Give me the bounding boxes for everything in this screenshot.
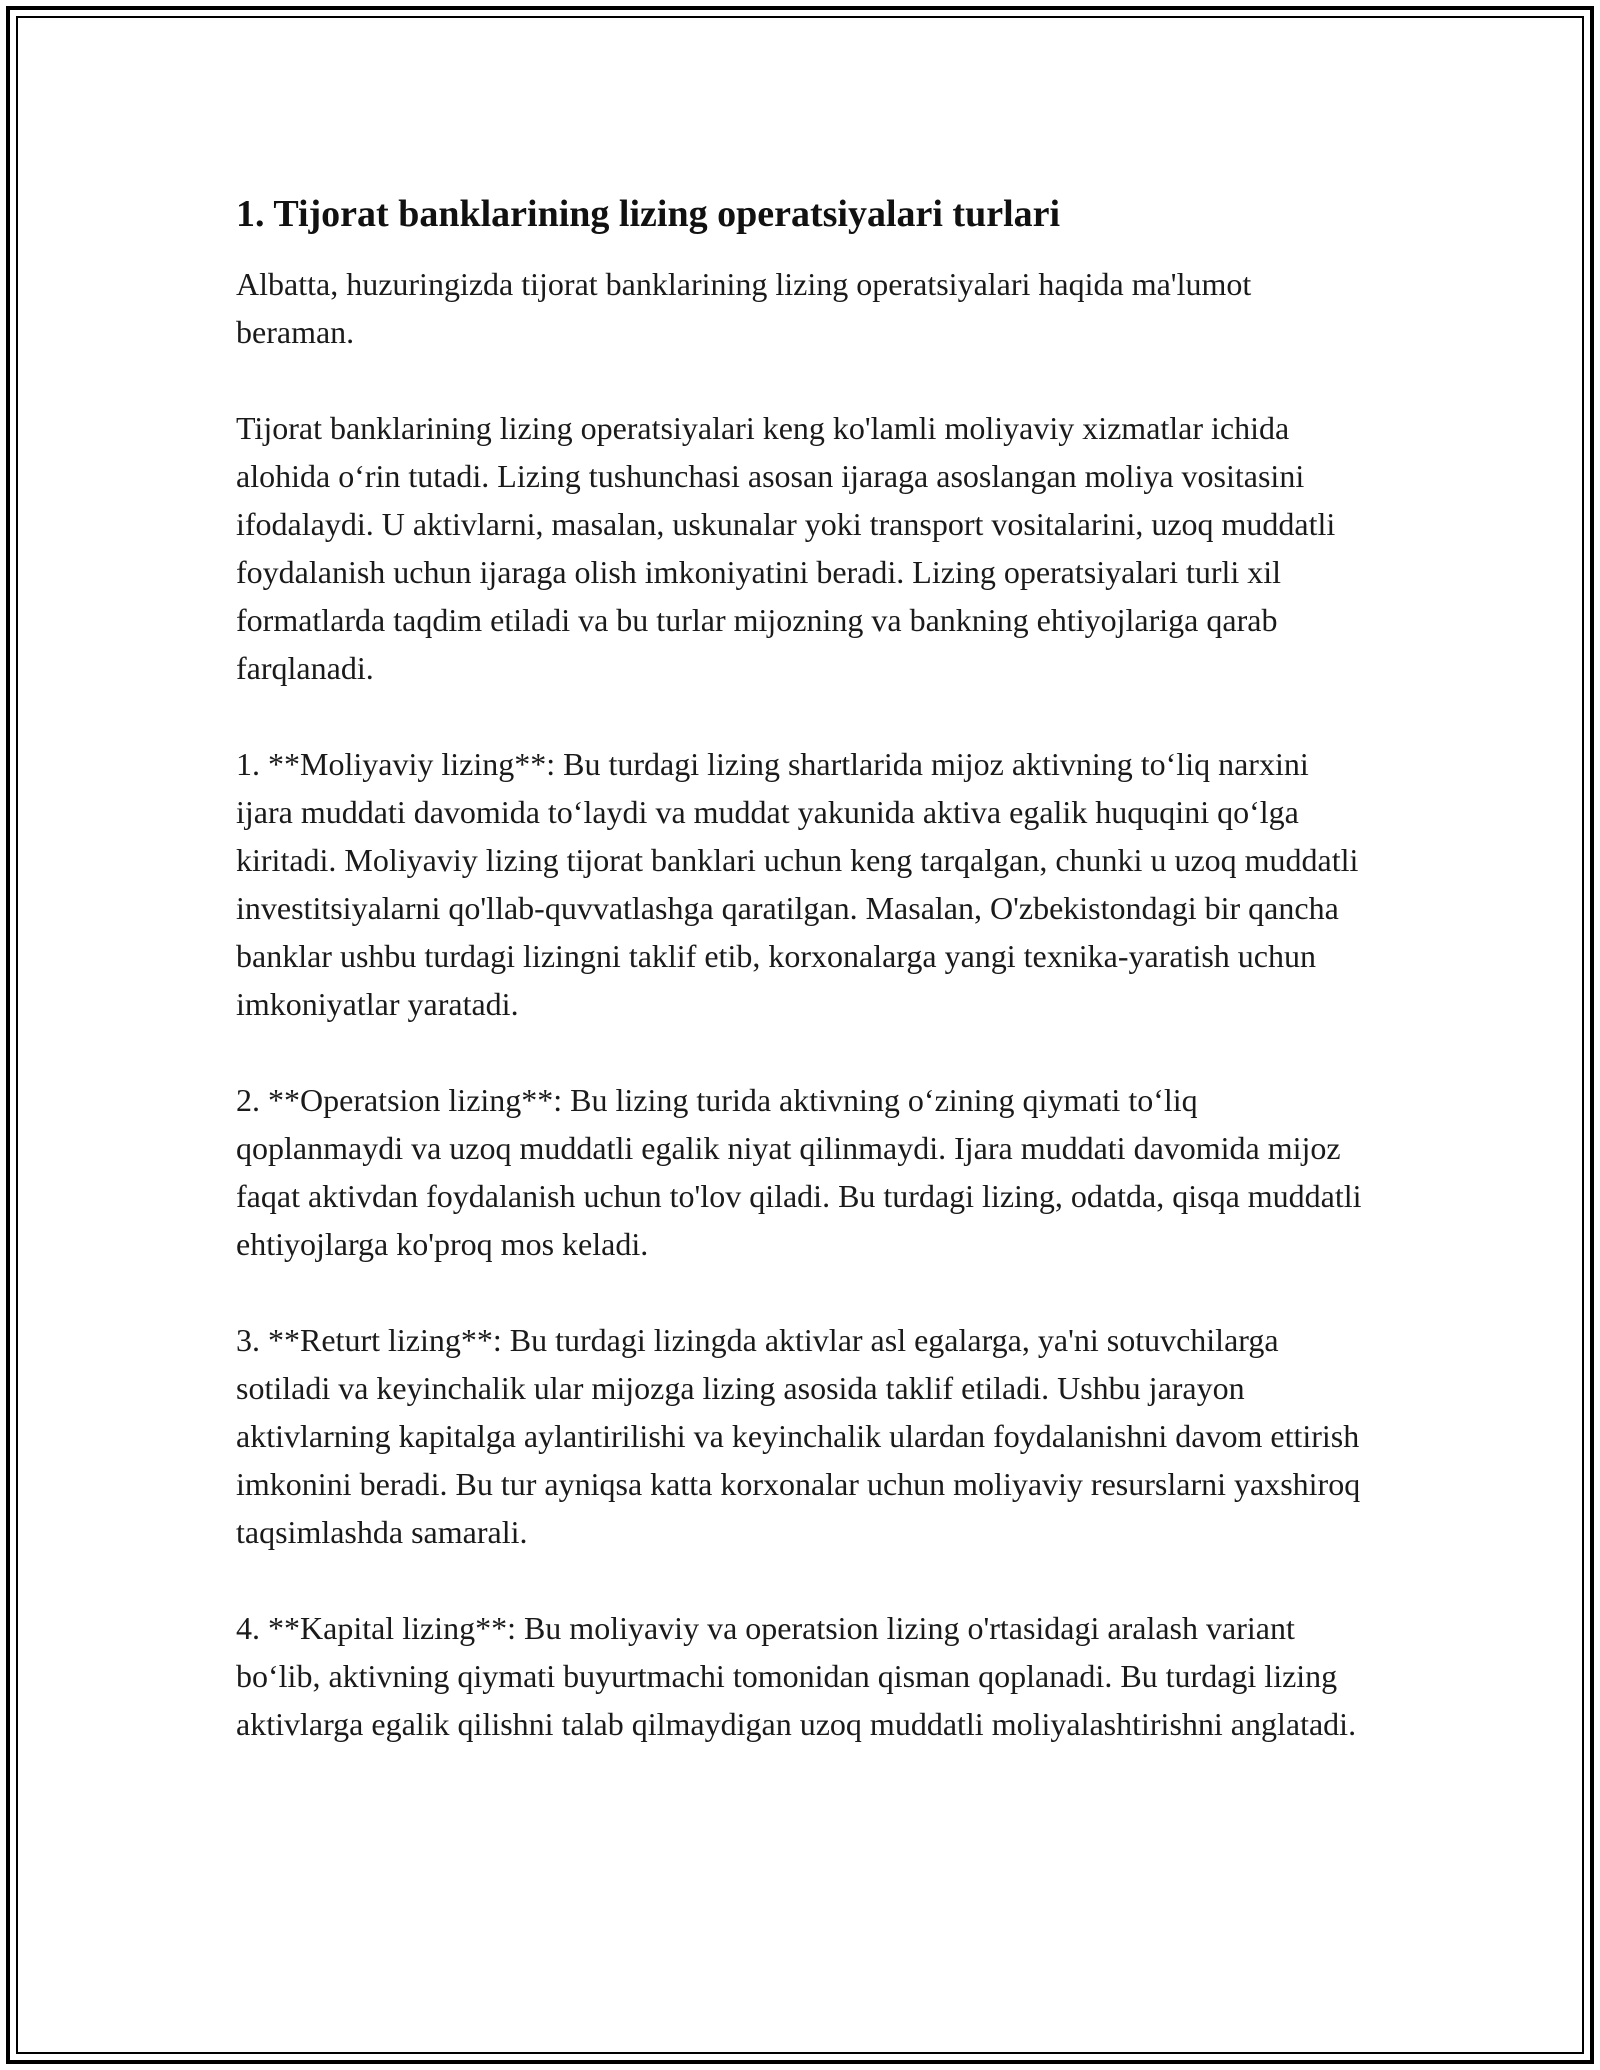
document-body: [236, 190, 1366, 1796]
capital-leasing-paragraph: 4. **Kapital lizing**: Bu moliyaviy va operatsion lizing o'rtasidagi aralash variant bo‘lib, aktivning qiymati buyurtmachi tomonidan qisman qoplanadi. Bu turdagi lizing aktivlarga egalik qilishni talab qilmaydigan uzoq muddatli moliyalashtirishni anglatadi.: [236, 1610, 1357, 1742]
intro-paragraph: Albatta, huzuringizda tijorat banklarining lizing operatsiyalari haqida ma'lumot beraman.: [236, 266, 1252, 350]
financial-leasing-paragraph: 1. **Moliyaviy lizing**: Bu turdagi lizing shartlarida mijoz aktivning to‘liq narxini ijara muddati davomida to‘laydi va muddat yakunida aktiva egalik huquqini qo‘lga kiritadi. Moliyaviy lizing tijorat banklari uchun keng tarqalgan, chunki u uzoq muddatli investitsiyalarni qo'llab-quvvatlashga qaratilgan. Masalan, O'zbekistondagi bir qancha banklar ushbu turdagi lizingni taklif etib, korxonalarga yangi texnika-yaratish uchun imkoniyatlar yaratadi.: [236, 746, 1359, 1022]
overview-paragraph: Tijorat banklarining lizing operatsiyalari keng ko'lamli moliyaviy xizmatlar ichida alohida o‘rin tutadi. Lizing tushunchasi asosan ijaraga asoslangan moliya vositasini ifodalaydi. U aktivlarni, masalan, uskunalar yoki transport vositalarini, uzoq muddatli foydalanish uchun ijaraga olish imkoniyatini beradi. Lizing operatsiyalari turli xil formatlarda taqdim etiladi va bu turlar mijozning va bankning ehtiyojlariga qarab farqlanadi.: [236, 410, 1336, 686]
operational-leasing-paragraph: 2. **Operatsion lizing**: Bu lizing turida aktivning o‘zining qiymati to‘liq qoplanmaydi va uzoq muddatli egalik niyat qilinmaydi. Ijara muddati davomida mijoz faqat aktivdan foydalanish uchun to'lov qiladi. Bu turdagi lizing, odatda, qisqa muddatli ehtiyojlarga ko'proq mos keladi.: [236, 1082, 1362, 1262]
document-title: 1. Tijorat banklarining lizing operatsiyalari turlari: [236, 193, 1061, 235]
return-leasing-paragraph: 3. **Returt lizing**: Bu turdagi lizingda aktivlar asl egalarga, ya'ni sotuvchilarga sotiladi va keyinchalik ular mijozga lizing asosida taklif etiladi. Ushbu jarayon aktivlarning kapitalga aylantirilishi va keyinchalik ulardan foydalanishni davom ettirish imkonini beradi. Bu tur ayniqsa katta korxonalar uchun moliyaviy resurslarni yaxshiroq taqsimlashda samarali.: [236, 1322, 1361, 1550]
